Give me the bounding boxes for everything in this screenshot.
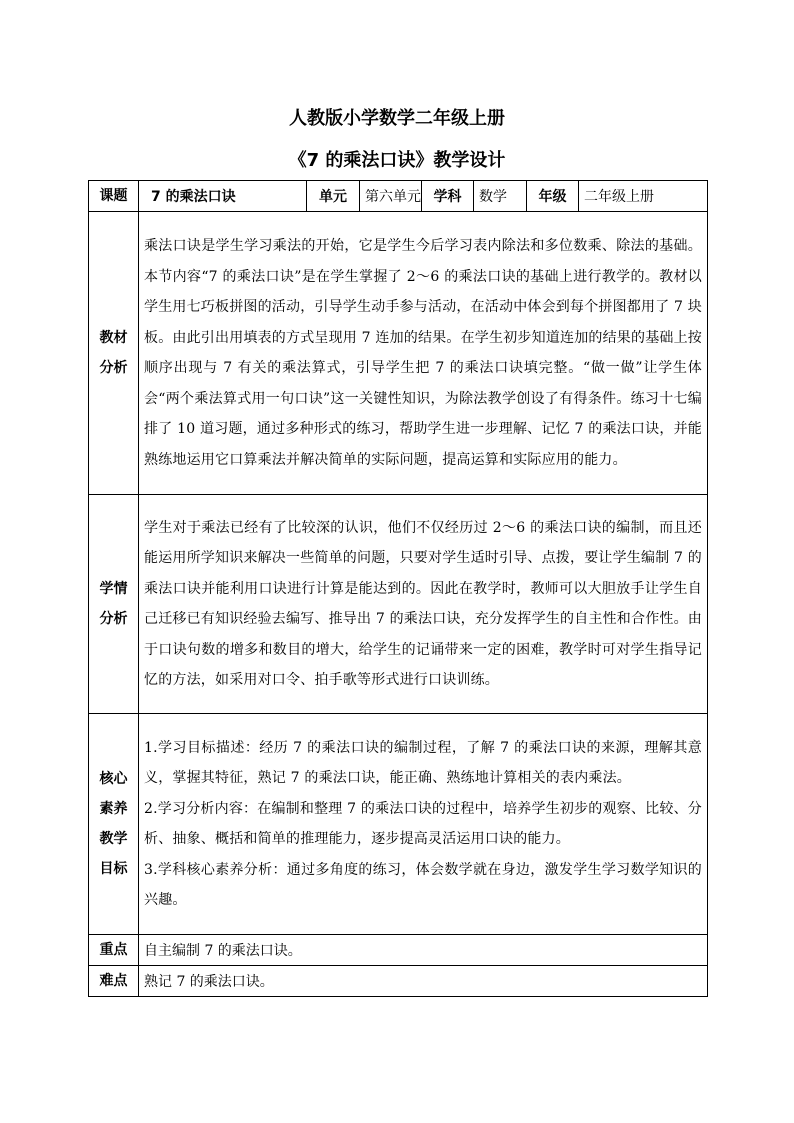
goals-label-line3: 教学	[99, 831, 128, 847]
textbook-label-line2: 分析	[99, 360, 128, 376]
unit-label: 单元	[307, 181, 360, 212]
goals-label-line1: 核心	[99, 771, 128, 787]
core-goals-text	[139, 714, 708, 935]
textbook-analysis-row	[89, 212, 708, 495]
difficulty-text: 熟记 7 的乘法口诀。	[139, 966, 708, 997]
goal-item-1: 1.学习目标描述：经历 7 的乘法口诀的编制过程，了解 7 的乘法口诀的来源，理解其意义，掌握其特征，熟记 7 的乘法口诀，能正确、熟练地计算相关的表内乘法。	[144, 739, 702, 786]
student-analysis-row	[89, 495, 708, 714]
students-label-line1: 学情	[99, 581, 128, 597]
core-goals-row	[89, 714, 708, 935]
student-analysis-label	[89, 495, 139, 714]
key-point-label: 重点	[89, 935, 139, 966]
goal-item-3: 3.学科核心素养分析：通过多角度的练习，体会数学就在身边，激发学生学习数学知识的兴趣。	[144, 861, 702, 908]
topic-label: 课题	[89, 181, 139, 212]
document-subtitle: 《7 的乘法口诀》教学设计	[288, 150, 506, 171]
goal-item-2: 2.学习分析内容：在编制和整理 7 的乘法口诀的过程中，培养学生初步的观察、比较、分析、抽象、概括和简单的推理能力，逐步提高灵活运用口诀的能力。	[144, 800, 702, 847]
key-point-text: 自主编制 7 的乘法口诀。	[139, 935, 708, 966]
students-label-line2: 分析	[99, 611, 128, 627]
unit-value: 第六单元	[360, 181, 422, 212]
textbook-analysis-label	[89, 212, 139, 495]
textbook-label-line1: 教材	[99, 330, 128, 346]
subject-value: 数学	[474, 181, 527, 212]
textbook-analysis-text: 乘法口诀是学生学习乘法的开始，它是学生今后学习表内除法和多位数乘、除法的基础。本节内容“7 的乘法口诀”是在学生掌握了 2～6 的乘法口诀的基础上进行教学的。教材以学生用七巧板拼图的活动，引导学生动手参与活动，在活动中体会到每个拼图都用了 7 块板。由此引出用填表的方式呈现用 7 连加的结果。在学生初步知道连加的结果的基础上按顺序出现与 7 有关的乘法算式，引导学生把 7 的乘法口诀填完整。“做一做”让学生体会“两个乘法算式用一句口诀”这一关键性知识，为除法教学创设了有得条件。练习十七编排了 10 道习题，通过多种形式的练习，帮助学生进一步理解、记忆 7 的乘法口诀，并能熟练地运用它口算乘法并解决简单的实际问题，提高运算和实际应用的能力。	[139, 212, 708, 495]
goals-label-line2: 素养	[99, 801, 128, 817]
grade-value: 二年级上册	[579, 181, 708, 212]
student-analysis-text: 学生对于乘法已经有了比较深的认识，他们不仅经历过 2～6 的乘法口诀的编制，而且还能运用所学知识来解决一些简单的问题，只要对学生适时引导、点拨，要让学生编制 7 的乘法口诀并能利用口诀进行计算是能达到的。因此在教学时，教师可以大胆放手让学生自己迁移已有知识经验去编写、推导出 7 的乘法口诀，充分发挥学生的自主性和合作性。由于口诀句数的增多和数目的增大，给学生的记诵带来一定的困难，教学时可对学生指导记忆的方法，如采用对口令、拍手歌等形式进行口诀训练。	[139, 495, 708, 714]
goals-label-line4: 目标	[99, 861, 128, 877]
lesson-plan-table	[88, 180, 708, 997]
difficulty-row	[89, 966, 708, 997]
info-row	[89, 181, 708, 212]
topic-value: 7 的乘法口诀	[139, 181, 307, 212]
document-title: 人教版小学数学二年级上册	[289, 108, 505, 129]
subject-label: 学科	[422, 181, 474, 212]
core-goals-label	[89, 714, 139, 935]
difficulty-label: 难点	[89, 966, 139, 997]
key-point-row	[89, 935, 708, 966]
grade-label: 年级	[527, 181, 579, 212]
